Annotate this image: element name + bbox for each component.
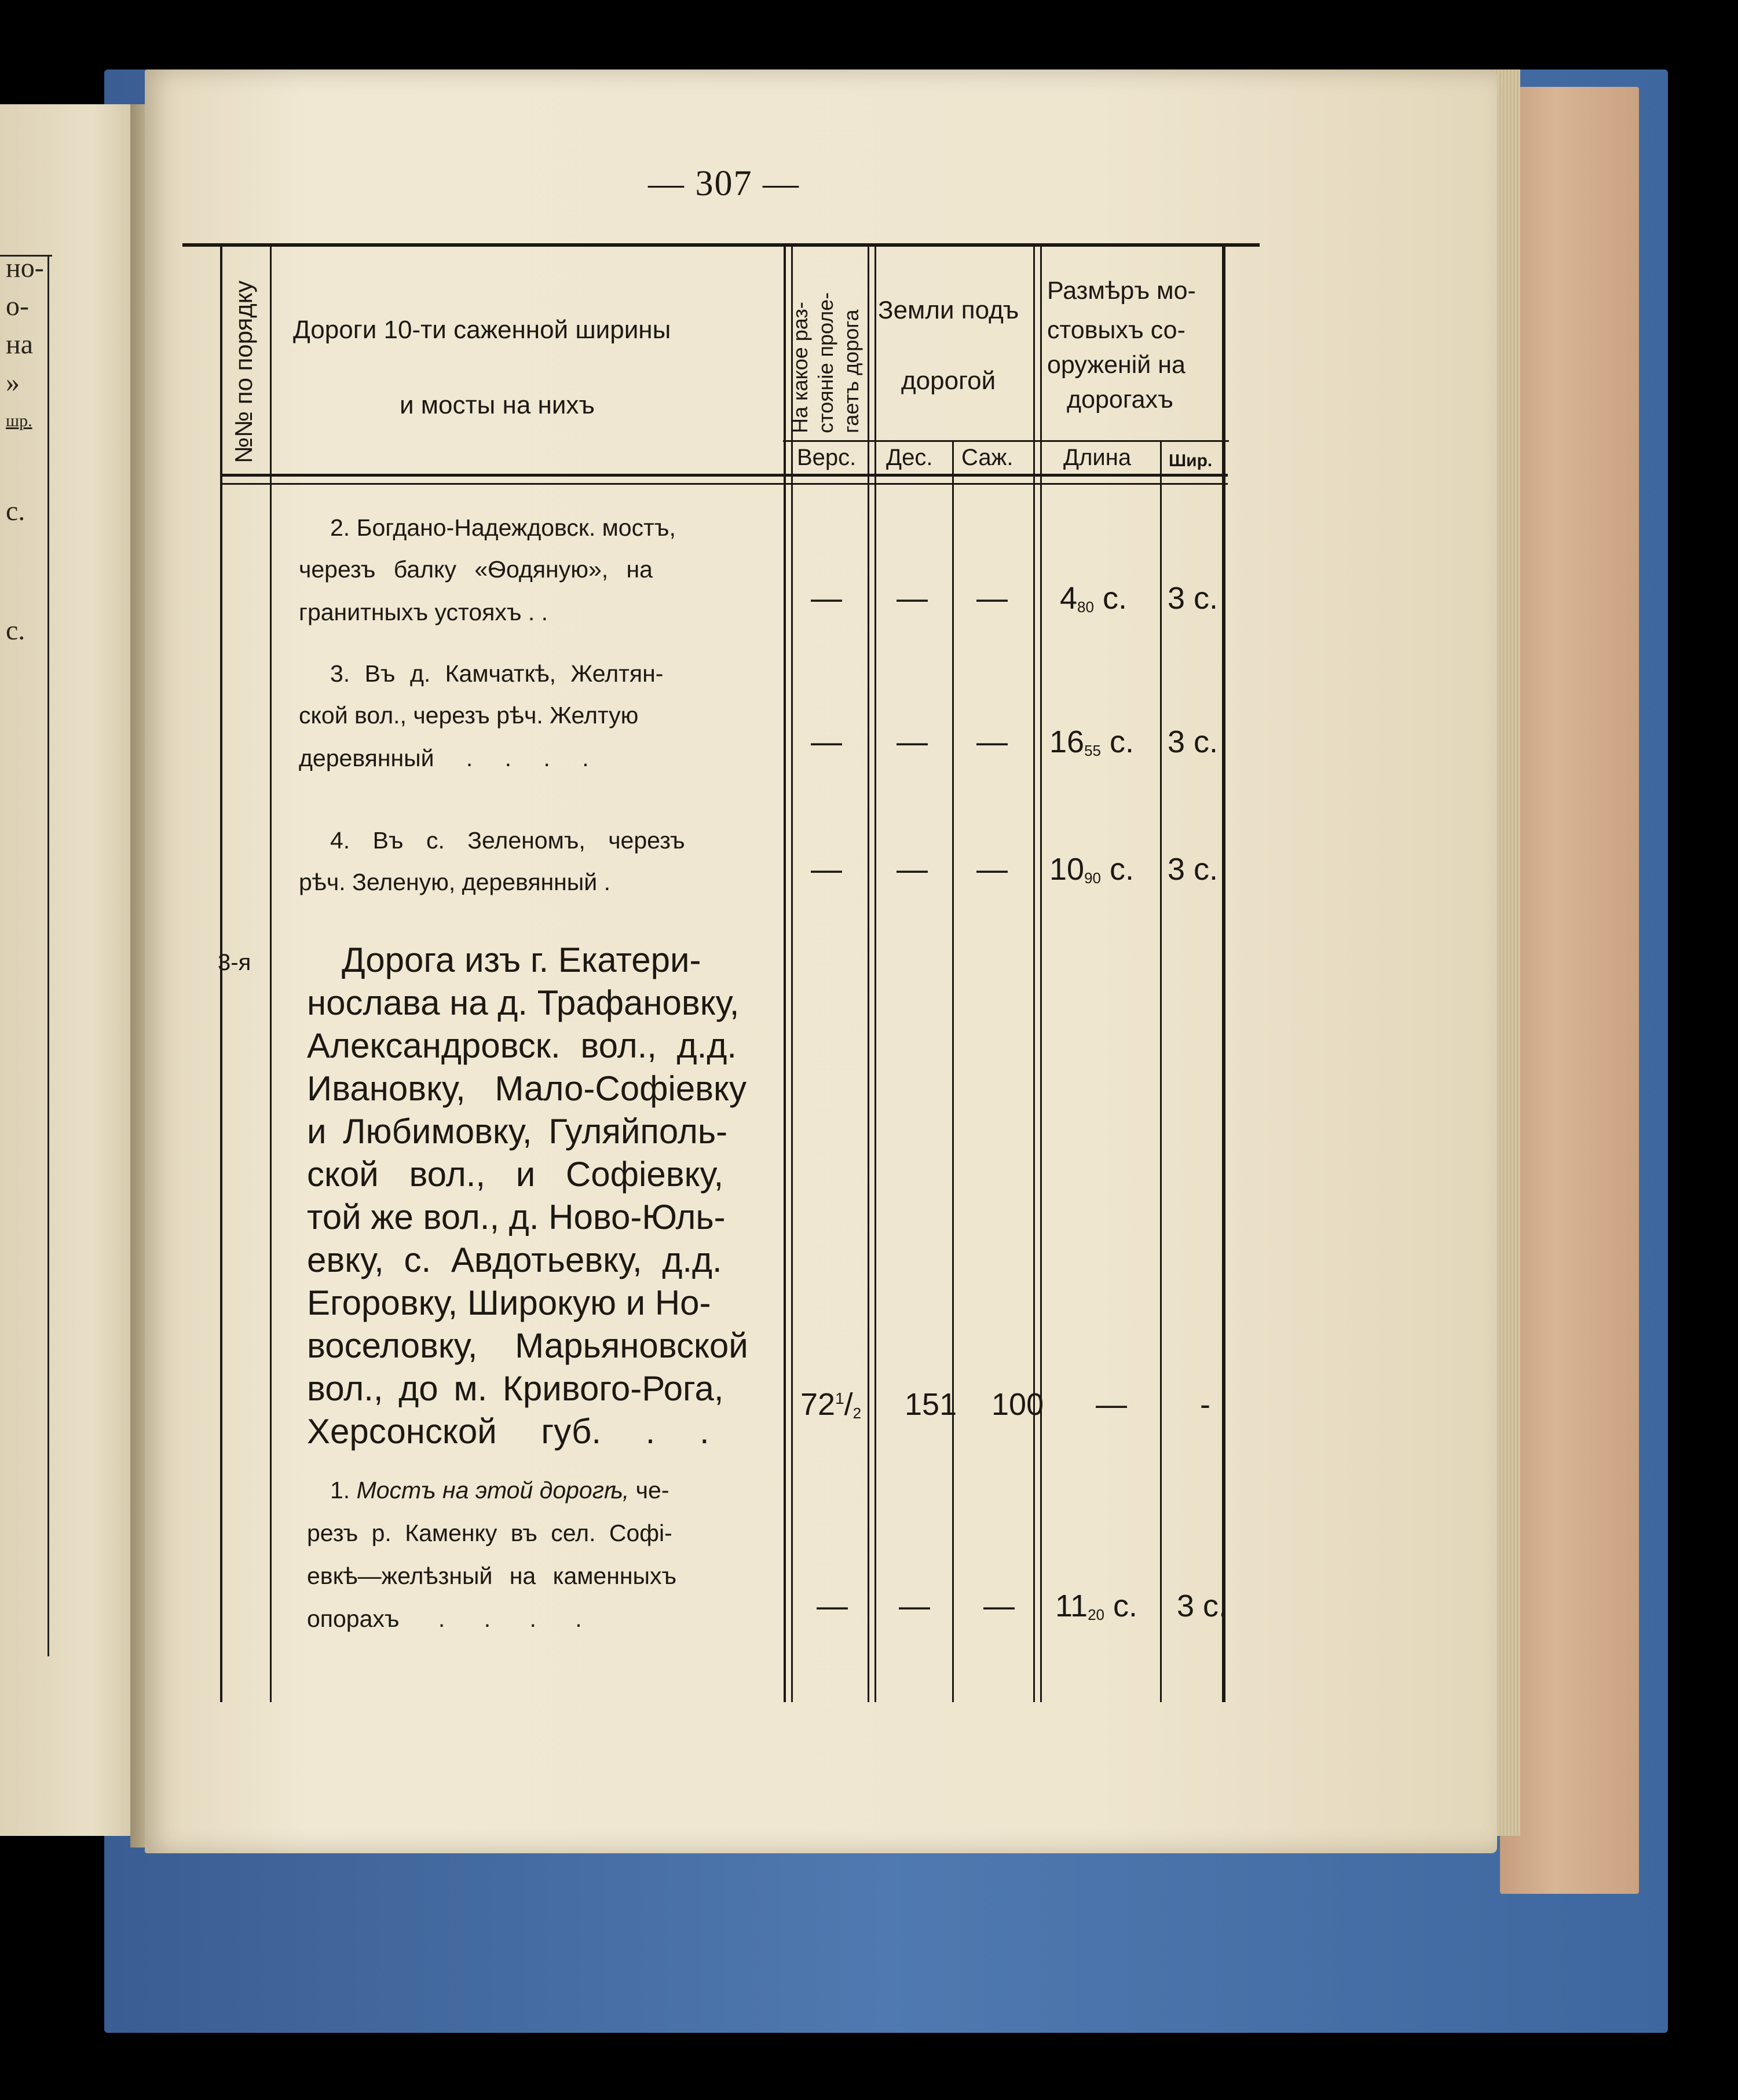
left-fragment: на [6,329,33,360]
road3-width: - [1200,1387,1210,1422]
row3-line1: 3. Въ д. Камчаткѣ, Желтян- [330,660,664,687]
road3-line8: евку, с. Авдотьевку, д.д. [307,1241,722,1279]
road3-line9: Егоровку, Широкую и Но- [307,1283,711,1322]
vline-saz-col-2 [1040,246,1042,1702]
header-col-distance-3: гаетъ дорога [839,309,863,433]
bridge1-line2: резъ р. Каменку въ сел. Софі- [307,1520,672,1546]
road3-line3: Александровск. вол., д.д. [307,1026,737,1065]
row3-des: — [897,725,928,759]
row2-line3: гранитныхъ устояхъ . . [299,599,548,625]
bridge1-width: 3 с. [1177,1589,1228,1623]
row4-saz: — [976,852,1008,887]
row3-line3: деревянный . . . . [299,745,589,771]
road3-line1: Дорога изъ г. Екатери- [342,941,701,979]
bridge1-line4: опорахъ . . . . [307,1605,582,1632]
road3-line2: нослава на д. Трафановку, [307,983,740,1022]
header-col-number: №№ по порядку [230,280,257,463]
header-col-bridge-2: стовыхъ со- [1047,316,1186,344]
header-sub-length: Длина [1063,445,1132,470]
vline-outer-right [1222,246,1225,1702]
left-fragment: » [6,367,20,398]
back-board [1500,87,1639,1894]
header-bottom-rule-2 [220,483,1228,485]
row4-des: — [897,852,928,887]
row2-vers: — [811,581,842,616]
row4-line2: рѣч. Зеленую, деревянный . [299,869,610,895]
row3-vers: — [811,725,842,759]
vline-length-col [1160,442,1162,1702]
road3-line5: и Любимовку, Гуляйполь- [307,1112,728,1151]
vline-roads-col-2 [791,246,793,1702]
header-sub-vers: Верс. [797,445,857,470]
bridge1-des: — [899,1589,930,1623]
row4-vers: — [811,852,842,887]
bridge1-length: $11_{20}$ с. [1055,1589,1138,1623]
left-fragment: но- [6,253,44,283]
vline-des-col [952,442,954,1702]
header-col-roads-line2: и мосты на нихъ [400,391,595,419]
left-page-fragments [0,249,116,770]
vline-vers-col-2 [875,246,876,1702]
road3-length: — [1096,1387,1127,1422]
header-sub-saz: Саж. [961,445,1013,470]
bridge1-line3: евкѣ—желѣзный на каменныхъ [307,1563,677,1589]
row4-length: $10_{90}$ с. [1049,852,1135,887]
header-col-distance-2: стояніе проле- [814,292,837,433]
vline-saz-col [1033,246,1035,1702]
row2-line2: черезъ балку «Ѳодяную», на [299,556,653,583]
road3-line10: воселовку, Марьяновской [307,1326,748,1365]
road3-line7: той же вол., д. Ново-Юль- [307,1198,726,1236]
left-fragment: о- [6,291,29,321]
bridge1-vers: — [817,1589,848,1623]
bridge1-saz: — [983,1589,1015,1623]
row3-line2: ской вол., черезъ рѣч. Желтую [299,702,639,729]
row2-length: $4_{80}$ с. [1060,581,1127,616]
row3-length: $16_{55}$ с. [1049,725,1135,759]
header-col-bridge-1: Размѣръ мо- [1047,277,1196,305]
road3-des: 151 [905,1387,957,1422]
row4-line1: 4. Въ с. Зеленомъ, черезъ [330,827,685,854]
header-col-bridge-4: дорогахъ [1067,386,1173,414]
row2-saz: — [976,581,1008,616]
vline-vers-col [868,246,869,1702]
page-number: — 307 — [648,164,800,203]
row4-width: 3 с. [1168,852,1219,887]
header-sub-des: Дес. [886,445,933,470]
road3-line11: вол., до м. Кривого-Рога, [307,1369,724,1408]
left-fragment: с. [6,496,25,526]
row2-des: — [897,581,928,616]
left-fragment: шр. [6,411,32,430]
header-col-land-1: Земли подъ [878,296,1019,324]
row3-width: 3 с. [1168,725,1219,759]
header-col-distance-1: На какое раз- [788,302,812,433]
row3-saz: — [976,725,1008,759]
header-sub-width: Шир. [1169,451,1213,470]
row2-line1: 2. Богдано-Надеждовск. мостъ, [330,514,676,541]
header-col-bridge-3: оруженій на [1047,351,1186,379]
road3-number: 3-я [218,950,251,975]
road3-line12: Херсонской губ. . . [307,1412,709,1451]
header-col-land-2: дорогой [901,367,996,395]
road3-line6: ской вол., и Софіевку, [307,1155,724,1194]
vline-roads-col [784,246,786,1702]
table-top-rule [182,243,1260,247]
left-fragment: с. [6,615,25,646]
vline-number-col [270,246,272,1702]
header-col-roads-line1: Дороги 10-ти саженной ширины [293,316,671,344]
road3-line4: Ивановку, Мало-Софіевку [307,1069,747,1108]
road3-vers: $72^1/_2$ [800,1387,862,1422]
road3-saz: 100 [991,1387,1044,1422]
row2-width: 3 с. [1168,581,1219,616]
bridge1-line1: 1. Мостъ на этой дорогѣ, че- [330,1477,669,1503]
